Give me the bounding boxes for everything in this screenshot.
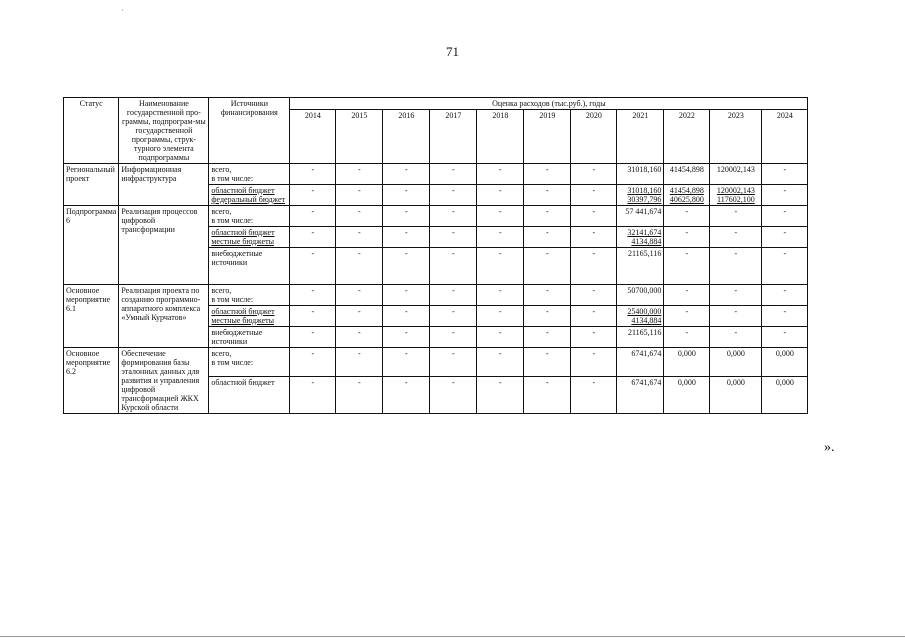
value-cell: -: [477, 164, 524, 185]
value-cell: -: [383, 227, 430, 248]
value-cell: -: [710, 285, 762, 306]
page-bottom-rule: [0, 636, 905, 637]
value-cell: -: [524, 377, 571, 414]
row-status: Региональный проект: [64, 164, 119, 206]
value-cell: -: [477, 285, 524, 306]
row-status: Основное мероприятие 6.2: [64, 348, 119, 414]
value-cell: -: [571, 285, 617, 306]
value-cell: -: [336, 185, 383, 206]
value-cell: -: [762, 285, 808, 306]
value-cell: 6741,674: [617, 377, 664, 414]
year-header: 2023: [710, 110, 762, 164]
row-source: всего, в том числе:: [209, 285, 290, 306]
value-cell: -: [477, 348, 524, 377]
value-cell: -: [571, 227, 617, 248]
value-cell: -: [430, 185, 477, 206]
value-cell: -: [290, 185, 336, 206]
value-cell: -: [430, 227, 477, 248]
value-cell: -: [762, 206, 808, 227]
value-cell: -: [571, 185, 617, 206]
row-source: внебюджетные источники: [209, 248, 290, 285]
value-cell: 31018,160 30397,796: [617, 185, 664, 206]
value-cell: 25400,000 4134,884: [617, 306, 664, 327]
value-cell: 120002,143: [710, 164, 762, 185]
value-cell: -: [571, 206, 617, 227]
value-cell: -: [430, 348, 477, 377]
value-cell: -: [762, 306, 808, 327]
value-cell: -: [290, 248, 336, 285]
value-cell: -: [383, 185, 430, 206]
value-cell: -: [762, 185, 808, 206]
value-cell: -: [383, 327, 430, 348]
value-cell: -: [430, 327, 477, 348]
value-cell: -: [571, 164, 617, 185]
value-cell: -: [524, 185, 571, 206]
value-cell: -: [477, 377, 524, 414]
value-cell: -: [664, 327, 710, 348]
header-name: Наименование государственной про-граммы, подпрограм-мы государственной программы, струк-турного элемента подпрограммы: [119, 98, 209, 164]
value-cell: -: [383, 306, 430, 327]
value-cell: -: [430, 164, 477, 185]
value-cell: -: [383, 285, 430, 306]
row-source: областной бюджет местные бюджеты: [209, 306, 290, 327]
row-source: областной бюджет местные бюджеты: [209, 227, 290, 248]
year-header: 2024: [762, 110, 808, 164]
value-cell: -: [336, 285, 383, 306]
page-mark: ·: [121, 6, 124, 15]
value-cell: -: [664, 285, 710, 306]
value-cell: -: [336, 206, 383, 227]
value-cell: -: [524, 206, 571, 227]
year-header: 2018: [477, 110, 524, 164]
year-header: 2021: [617, 110, 664, 164]
closing-mark: ».: [824, 440, 835, 455]
value-cell: -: [571, 248, 617, 285]
value-cell: 50700,000: [617, 285, 664, 306]
value-cell: -: [710, 306, 762, 327]
table-row: [64, 206, 808, 227]
value-cell: -: [430, 248, 477, 285]
row-status: Основное мероприятие 6.1: [64, 285, 119, 348]
value-cell: -: [383, 248, 430, 285]
value-cell: 41454,898: [664, 164, 710, 185]
value-cell: -: [336, 377, 383, 414]
value-cell: -: [383, 206, 430, 227]
row-source: областной бюджет: [209, 377, 290, 414]
value-cell: -: [290, 327, 336, 348]
page-number: 71: [446, 44, 459, 59]
value-cell: -: [524, 164, 571, 185]
value-cell: -: [477, 248, 524, 285]
header-estimate: Оценка расходов (тыс.руб.), годы: [290, 98, 808, 110]
row-source: всего, в том числе:: [209, 206, 290, 227]
value-cell: -: [571, 306, 617, 327]
value-cell: -: [430, 306, 477, 327]
value-cell: 0,000: [664, 377, 710, 414]
value-cell: -: [664, 227, 710, 248]
value-cell: 21165,116: [617, 248, 664, 285]
row-name: Информационная инфраструктура: [119, 164, 209, 206]
expense-table: [63, 97, 808, 414]
value-cell: -: [524, 285, 571, 306]
value-cell: 0,000: [762, 348, 808, 377]
value-cell: 32141,674 4134,884: [617, 227, 664, 248]
value-cell: -: [524, 306, 571, 327]
row-source: областной бюджет федеральный бюджет: [209, 185, 290, 206]
row-name: Реализация процессов цифровой трансформации: [119, 206, 209, 285]
value-cell: -: [477, 306, 524, 327]
value-cell: -: [290, 206, 336, 227]
year-header: 2014: [290, 110, 336, 164]
value-cell: -: [524, 248, 571, 285]
table-row: [64, 348, 808, 377]
value-cell: -: [383, 377, 430, 414]
table-row: [64, 285, 808, 306]
value-cell: -: [762, 164, 808, 185]
value-cell: -: [290, 227, 336, 248]
value-cell: 0,000: [664, 348, 710, 377]
value-cell: -: [710, 206, 762, 227]
table-row: [64, 164, 808, 185]
value-cell: 31018,160: [617, 164, 664, 185]
value-cell: -: [430, 206, 477, 227]
value-cell: -: [664, 306, 710, 327]
value-cell: -: [290, 164, 336, 185]
value-cell: -: [430, 285, 477, 306]
value-cell: -: [524, 227, 571, 248]
value-cell: -: [290, 285, 336, 306]
value-cell: -: [710, 227, 762, 248]
year-header: 2017: [430, 110, 477, 164]
row-source: всего, в том числе:: [209, 164, 290, 185]
value-cell: -: [336, 306, 383, 327]
year-header: 2016: [383, 110, 430, 164]
value-cell: -: [383, 164, 430, 185]
value-cell: -: [383, 348, 430, 377]
value-cell: -: [477, 206, 524, 227]
year-header: 2022: [664, 110, 710, 164]
value-cell: -: [336, 327, 383, 348]
value-cell: 0,000: [710, 377, 762, 414]
value-cell: -: [290, 377, 336, 414]
value-cell: -: [290, 348, 336, 377]
row-status: Подпрограмма 6: [64, 206, 119, 285]
value-cell: -: [336, 248, 383, 285]
value-cell: -: [336, 227, 383, 248]
value-cell: 41454,898 40625,800: [664, 185, 710, 206]
value-cell: 0,000: [762, 377, 808, 414]
year-header: 2015: [336, 110, 383, 164]
value-cell: 6741,674: [617, 348, 664, 377]
value-cell: -: [571, 348, 617, 377]
value-cell: -: [710, 327, 762, 348]
value-cell: -: [664, 248, 710, 285]
value-cell: -: [524, 348, 571, 377]
value-cell: -: [664, 206, 710, 227]
value-cell: -: [524, 327, 571, 348]
value-cell: 120002,143 117602,100: [710, 185, 762, 206]
value-cell: -: [710, 248, 762, 285]
header-sources: Источники финансирования: [209, 98, 290, 164]
row-name: Обеспечение формирования базы эталонных данных для развития и управления цифровой трансформацией ЖКХ Курской области: [119, 348, 209, 414]
value-cell: -: [430, 377, 477, 414]
row-source: внебюджетные источники: [209, 327, 290, 348]
value-cell: -: [762, 327, 808, 348]
value-cell: -: [477, 185, 524, 206]
value-cell: 0,000: [710, 348, 762, 377]
value-cell: -: [762, 227, 808, 248]
value-cell: 57 441,674: [617, 206, 664, 227]
value-cell: 21165,116: [617, 327, 664, 348]
row-name: Реализация проекта по созданию программно-аппаратного комплекса «Умный Курчатов»: [119, 285, 209, 348]
value-cell: -: [290, 306, 336, 327]
row-source: всего, в том числе:: [209, 348, 290, 377]
value-cell: -: [571, 377, 617, 414]
header-status: Статус: [64, 98, 119, 164]
value-cell: -: [477, 327, 524, 348]
value-cell: -: [571, 327, 617, 348]
value-cell: -: [477, 227, 524, 248]
year-header: 2019: [524, 110, 571, 164]
value-cell: -: [762, 248, 808, 285]
value-cell: -: [336, 164, 383, 185]
year-header: 2020: [571, 110, 617, 164]
value-cell: -: [336, 348, 383, 377]
